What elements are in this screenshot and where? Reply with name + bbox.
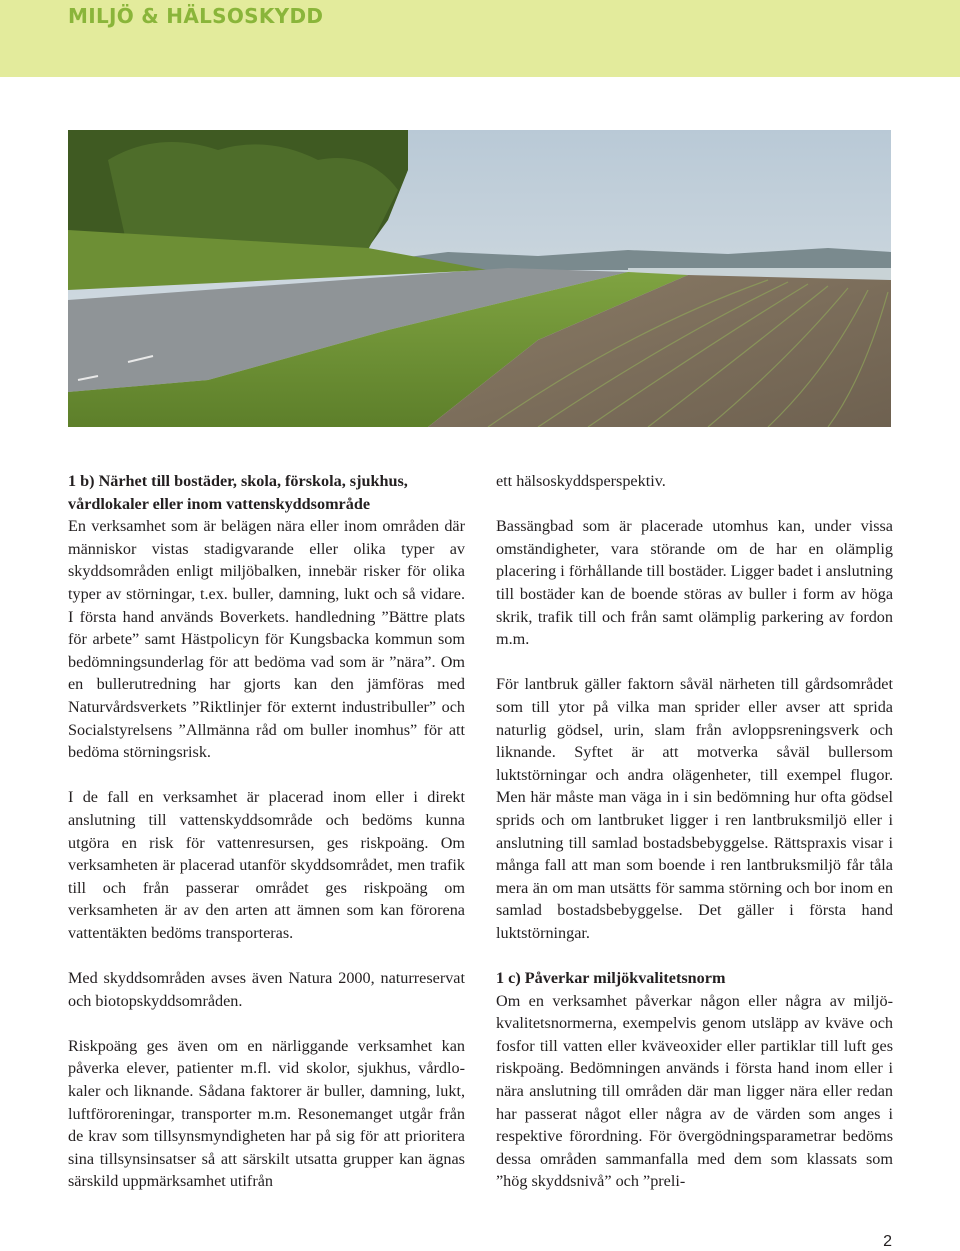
heading-1c: 1 c) Påverkar miljökvalitetsnorm — [496, 969, 726, 988]
paragraph: Om en verksamhet påverkar någon eller några av miljökvalitetsnormerna, exempelvis genom utsläpp av kväve och fosfor till vatten eller kväveoxider eller partiklar till luft ges riskpoäng. Bedömningen används i första hand inom eller i nära anslutning till områden där man ligger nära eller redan har passerat något eller några av de värden som anges i respektive förordning. För övergödningsparametrar bedöms dessa områden sammanfalla med dem som klassats som ”hög skyddsnivå” och ”preli- — [496, 991, 893, 1191]
left-column — [68, 470, 465, 1216]
paragraph: Med skyddsområden avses även Natura 2000, naturreservat och biotopskyddsområden. — [68, 969, 465, 1010]
page-number: 2 — [883, 1233, 892, 1250]
paragraph: En verksamhet som är belägen nära eller inom områden där människor vistas stadigvarande eller olika typer av skyddsområden enligt miljöbalken, innebär risker för olika typer av störningar, t.ex. buller, damning, lukt och så vidare. I första hand används Boverkets. handledning ”Bättre plats för arbete” samt Hästpolicyn för Kungsbacka kommun som bedömningsunderlag för att bedöma vad som är ”nära”. Om en bullerutredning har gjorts kan den jämföras med Naturvårdsverkets ”Riktlinjer för externt industribuller” och Socialstyrelsens ”Allmänna råd om buller inomhus” för att bedöma störningsrisk. — [68, 517, 465, 762]
landscape-photo-icon — [68, 130, 891, 427]
header-band — [0, 0, 960, 77]
paragraph: Bassängbad som är placerade utomhus kan, under vissa omständigheter, vara störande om de har en olämplig placering i förhållande till bostäder. Ligger badet i anslutning till bostäder kan de boende störas av buller i form av höga skrik, trafik till och från samt olämplig parkering av fordon m.m. — [496, 517, 893, 649]
paragraph: För lantbruk gäller faktorn såväl närheten till gårdsområdet som till ytor på vilka man sprider eller avser att sprida naturlig gödsel, urin, slam från avloppsreningsverk och liknande. Syftet är att motverka såväl bullersom luktstörningar och andra olägenheter, till exempel flugor. Men här måste man väga in i sin bedömning hur ofta gödsel sprids och om lantbruket ligger i ren lantbruksmiljö eller i anslutning till samlad bostadsbebyggelse. Rättspraxis visar i många fall att man som boende i ren lantbruksmiljö får tåla mera än om man utsätts för samma störning och bor inom en samlad bostadsbebyggelse. Det gäller i första hand luktstörningar. — [496, 675, 893, 942]
heading-1b: 1 b) Närhet till bostäder, skola, förskola, sjukhus, vårdlokaler eller inom vattenskyddsområde — [68, 472, 408, 513]
paragraph: ett hälsoskyddsperspektiv. — [496, 472, 666, 490]
section-title: MILJÖ & HÄLSOSKYDD — [68, 4, 324, 28]
paragraph: I de fall en verksamhet är placerad inom eller i direkt anslutning till vattenskyddsområde och bedöms kunna utgöra en risk för vattenresursen, ges riskpoäng. Om verksamheten är placerad utanför skyddsområdet, men trafik till och från passerar området ges riskpoäng om verksamheten är av den arten att ämnen som kan förorena vattentäkten bedöms transporteras. — [68, 788, 465, 942]
right-column — [496, 470, 893, 1216]
paragraph: Riskpoäng ges även om en närliggande verksamhet kan påverka elever, patienter m.fl. vid skolor, sjukhus, vårdlokaler och liknande. Sådana faktorer är buller, damning, lukt, luftföroreningar, transporter m.m. Resonemanget utgår från de krav som tillsynsmyndigheten har på sig för att prioritera sina tillsynsinsatser så att särskilt utsatta grupper kan ägnas särskild uppmärksamhet utifrån — [68, 1036, 465, 1191]
